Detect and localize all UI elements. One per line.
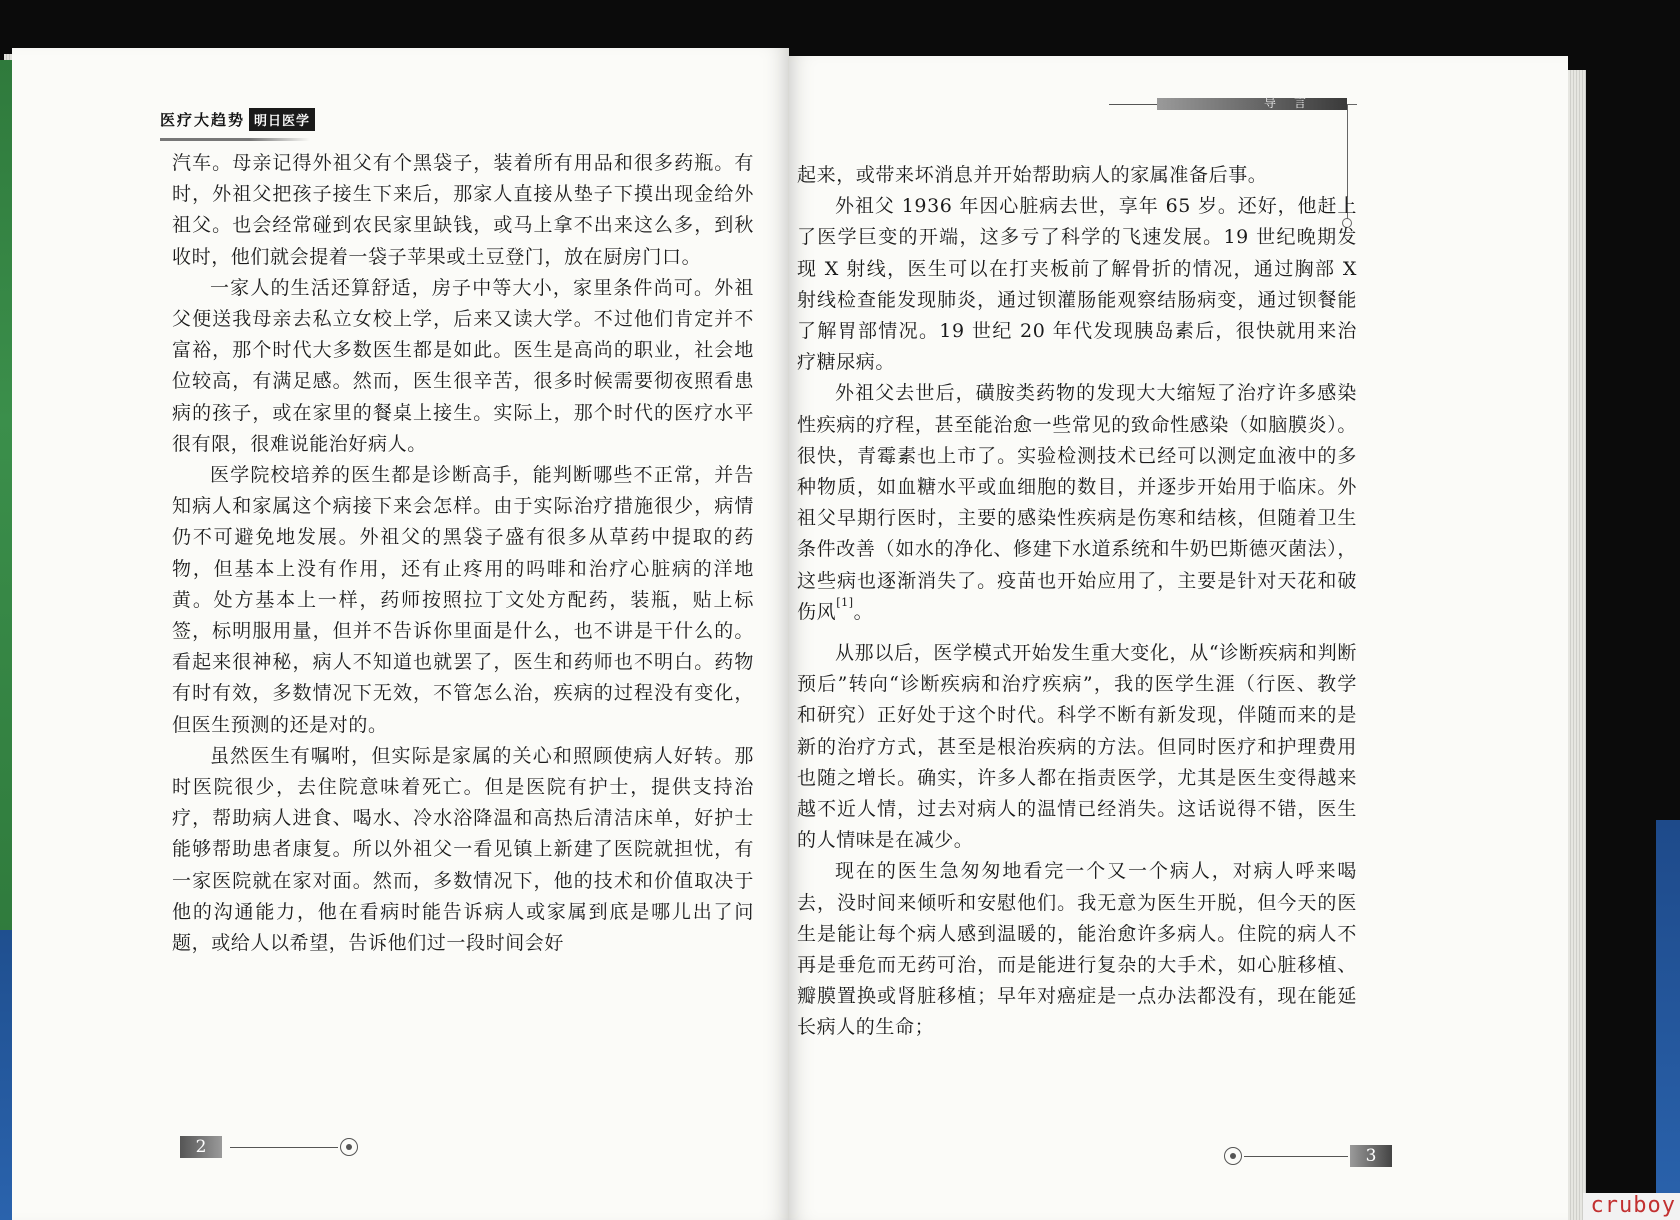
footer-rule (1244, 1156, 1348, 1157)
left-body-text (172, 148, 754, 959)
right-body-text (797, 160, 1357, 1044)
footer-rule (230, 1147, 338, 1148)
page-number: 3 (1350, 1145, 1392, 1167)
paragraph: 汽车。母亲记得外祖父有个黑袋子，装着所有用品和很多药瓶。有时，外祖父把孩子接生下来后，那家人直接从垫子下摸出现金给外祖父。也会经常碰到农民家里缺钱，或马上拿不出来这么多，到秋收时，他们就会提着一袋子苹果或土豆登门，放在厨房门口。 (172, 152, 754, 268)
left-page (12, 48, 789, 1220)
header-corner-rule (1347, 104, 1357, 105)
ornament-circle-icon (1224, 1147, 1242, 1165)
paragraph-text: 外祖父去世后，磺胺类药物的发现大大缩短了治疗许多感染性疾病的疗程，甚至能治愈一些常见的致命性感染（如脑膜炎）。很快，青霉素也上市了。实验检测技术已经可以测定血液中的多种物质，如血糖水平或血细胞的数目，并逐步开始用于临床。外祖父早期行医时，主要的感染性疾病是伤寒和结核，但随着卫生条件改善（如水的净化、修建下水道系统和牛奶巴斯德灭菌法），这些病也逐渐消失了。疫苗也开始应用了，主要是针对天花和破伤风 (797, 382, 1357, 623)
scanner-watermark: cruboy (1583, 1193, 1680, 1220)
book-title: 医疗大趋势 (160, 111, 246, 129)
paragraph: 从那以后，医学模式开始发生重大变化，从“诊断疾病和判断预后”转向“诊断疾病和治疗疾病”，我的医学生涯（行医、教学和研究）正好处于这个时代。科学不断有新发现，伴随而来的是新的治疗方式，甚至是根治疾病的方法。但同时医疗和护理费用也随之增长。确实，许多人都在指责医学，尤其是医生变得越来越不近人情，过去对病人的温情已经消失。这话说得不错，医生的人情味是在减少。 (797, 642, 1357, 852)
cover-edge-blue-right (1656, 820, 1680, 1220)
paragraph: 外祖父 1936 年因心脏病去世，享年 65 岁。还好，他赶上了医学巨变的开端，这多亏了科学的飞速发展。19 世纪晚期发现 X 射线，医生可以在打夹板前了解骨折的情况，通过胸部 X 射线检查能发现肺炎，通过钡灌肠能观察结肠病变，通过钡餐能了解胃部情况。19 世纪 20 年代发现胰岛素后，很快就用来治疗糖尿病。 (797, 195, 1357, 374)
paragraph: 虽然医生有嘱咐，但实际是家属的关心和照顾使病人好转。那时医院很少，去住院意味着死亡。但是医院有护士，提供支持治疗，帮助病人进食、喝水、冷水浴降温和高热后清洁床单，好护士能够帮助患者康复。所以外祖父一看见镇上新建了医院就担忧，有一家医院就在家对面。然而，多数情况下，他的技术和价值取决于他的沟通能力，他在看病时能告诉病人或家属到底是哪儿出了问题，或给人以希望，告诉他们过一段时间会好 (172, 744, 754, 955)
page-number: 2 (180, 1136, 222, 1158)
running-header-left (160, 108, 315, 131)
paragraph: 起来，或带来坏消息并开始帮助病人的家属准备后事。 (797, 164, 1268, 186)
right-page (789, 56, 1568, 1220)
page-footer-left (180, 1136, 420, 1162)
header-thin-rule (1109, 104, 1157, 105)
series-badge: 明日医学 (249, 108, 315, 131)
paragraph: 医学院校培养的医生都是诊断高手，能判断哪些不正常，并告知病人和家属这个病接下来会怎样。由于实际治疗措施很少，病情仍不可避免地发展。外祖父的黑袋子盛有很多从草药中提取的药物，但基本上没有作用，还有止疼用的吗啡和治疗心脏病的洋地黄。处方基本上一样，药师按照拉丁文处方配药，装瓶，贴上标签，标明服用量，但并不告诉你里面是什么，也不讲是干什么的。看起来很神秘，病人不知道也就罢了，医生和药师也不明白。药物有时有效，多数情况下无效，不管怎么治，疾病的过程没有变化，但医生预测的还是对的。 (172, 464, 754, 736)
paragraph-end: 。 (853, 600, 874, 623)
paragraph: 一家人的生活还算舒适，房子中等大小，家里条件尚可。外祖父便送我母亲去私立女校上学，后来又读大学。不过他们肯定并不富裕，那个时代大多数医生都是如此。医生是高尚的职业，社会地位较高，有满足感。然而，医生很辛苦，很多时候需要彻夜照看患病的孩子，或在家里的餐桌上接生。实际上，那个时代的医疗水平很有限，很难说能治好病人。 (172, 276, 754, 455)
page-footer-right (1224, 1145, 1424, 1171)
page-edge-right (1568, 70, 1586, 1220)
ornament-circle-icon (340, 1138, 358, 1156)
paragraph (797, 378, 1357, 628)
footnote-marker[interactable]: [1] (836, 595, 854, 609)
section-label: 导言 (1264, 96, 1325, 110)
header-rule (160, 138, 310, 141)
paragraph: 现在的医生急匆匆地看完一个又一个病人，对病人呼来喝去，没时间来倾听和安慰他们。我无意为医生开脱，但今天的医生是能让每个病人感到温暖的，能治愈许多病人。住院的病人不再是垂危而无药可治，而是能进行复杂的大手术，如心脏移植、瓣膜置换或肾脏移植；早年对癌症是一点办法都没有，现在能延长病人的生命； (797, 860, 1357, 1039)
